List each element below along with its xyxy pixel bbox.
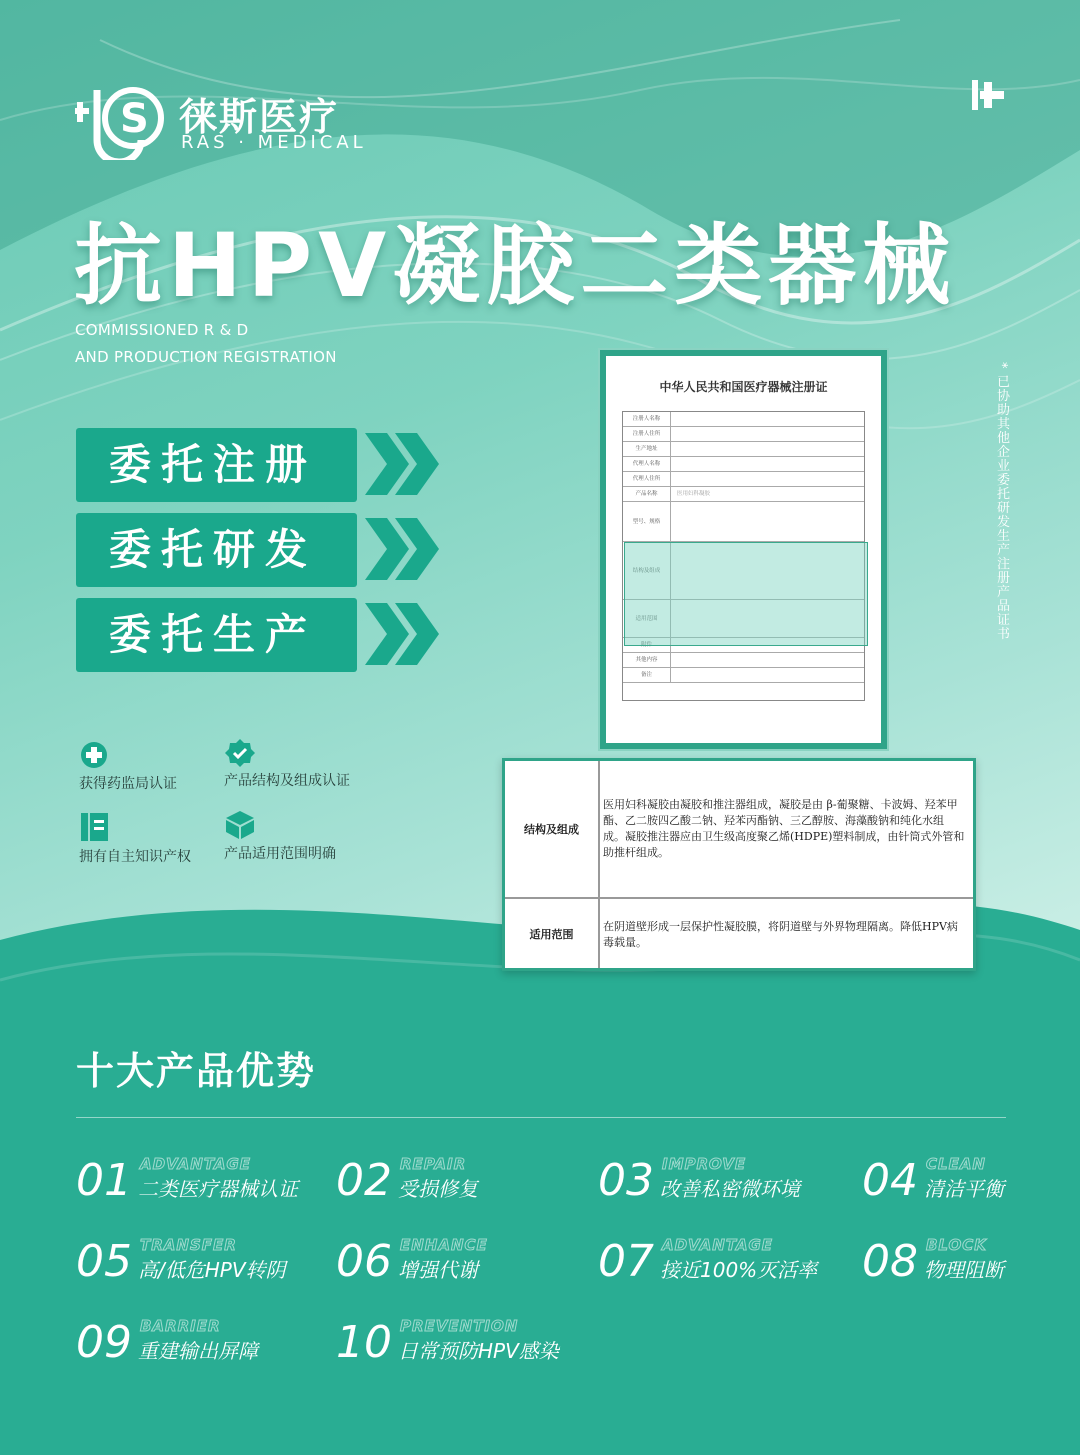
feature-label: 产品适用范围明确 <box>224 846 336 862</box>
certificate-row: 注册人名称 <box>623 412 864 427</box>
document-icon <box>78 812 110 842</box>
scope-row <box>505 899 973 968</box>
feature-label: 拥有自主知识产权 <box>79 849 191 865</box>
certificate-row: 型号、规格 <box>623 502 864 542</box>
svg-text:S: S <box>120 96 149 142</box>
ls-logo-icon <box>75 80 167 160</box>
advantage-item: 07 ADVANTAGE 接近100%灭活率 <box>598 1236 818 1287</box>
certificate-highlight <box>624 542 868 646</box>
certificate-zoom-panel <box>502 758 976 971</box>
chevron-right-icon <box>365 433 439 495</box>
brand-name-cn: 徕斯医疗 <box>179 95 340 139</box>
certificate-row: 代理人名称 <box>623 457 864 472</box>
plus-icon <box>968 78 1008 112</box>
certificate-row: 附件 <box>623 638 864 653</box>
structure-text: 医用妇科凝胶由凝胶和推注器组成，凝胶是由 β-葡聚糖、卡波姆、羟苯甲酯、乙二胺四乙酸二钠、羟苯丙酯钠、三乙醇胺、海藻酸钠和纯化水组成。凝胶推注器应由卫生级高度聚乙烯(HDPE)塑料制成，由针筒式外管和助推杆组成。 <box>603 798 965 859</box>
box-icon <box>224 810 256 840</box>
chevron-right-icon <box>365 603 439 665</box>
brand-logo <box>75 80 375 160</box>
registration-certificate <box>600 350 887 749</box>
certificate-row: 备注 <box>623 668 864 683</box>
feature-label: 获得药监局认证 <box>79 776 177 792</box>
plus-circle-icon <box>78 740 110 770</box>
structure-label: 结构及组成 <box>505 761 600 897</box>
certificate-row: 生产地址 <box>623 442 864 457</box>
advantage-item: 09 BARRIER 重建输出屏障 <box>76 1317 258 1368</box>
advantage-item: 02 REPAIR 受损修复 <box>336 1155 478 1206</box>
advantage-item: 04 CLEAN 清洁平衡 <box>862 1155 1004 1206</box>
subtitle-line1: COMMISSIONED R & D <box>75 321 249 339</box>
certificate-row: 其他内容 <box>623 653 864 668</box>
scope-text: 在阴道壁形成一层保护性凝胶膜，将阴道壁与外界物理隔离。降低HPV病毒载量。 <box>603 920 958 949</box>
certificate-row: 代理人住所 <box>623 472 864 487</box>
subtitle-line2: AND PRODUCTION REGISTRATION <box>75 348 337 366</box>
brand-name-en: RAS · MEDICAL <box>181 132 367 153</box>
service-rnd-button[interactable]: 委托研发 <box>76 513 357 587</box>
structure-row <box>505 761 973 899</box>
certificate-row: 适用范围 <box>623 600 864 638</box>
scope-label: 适用范围 <box>505 899 600 968</box>
service-registration-button[interactable]: 委托注册 <box>76 428 357 502</box>
certificate-row: 产品名称 医用妇科凝胶 <box>623 487 864 502</box>
advantage-item: 06 ENHANCE 增强代谢 <box>336 1236 488 1287</box>
advantages-title: 十大产品优势 <box>76 1049 317 1093</box>
advantage-item: 05 TRANSFER 高/低危HPV转阴 <box>76 1236 286 1287</box>
page-title: 抗HPV凝胶二类器械 <box>74 214 957 317</box>
certificate-title: 中华人民共和国医疗器械注册证 <box>659 380 828 394</box>
advantage-item: 08 BLOCK 物理阻断 <box>862 1236 1004 1287</box>
feature-label: 产品结构及组成认证 <box>224 773 350 789</box>
certificate-note: * 已协助其他企业委托研发生产注册产品证书 <box>994 362 1009 641</box>
certificate-row: 结构及组成 <box>623 542 864 600</box>
service-production-button[interactable]: 委托生产 <box>76 598 357 672</box>
advantage-item: 01 ADVANTAGE 二类医疗器械认证 <box>76 1155 298 1206</box>
chevron-right-icon <box>365 518 439 580</box>
certificate-row: 注册人住所 <box>623 427 864 442</box>
divider <box>76 1117 1006 1118</box>
badge-check-icon <box>224 738 256 768</box>
advantage-item: 03 IMPROVE 改善私密微环境 <box>598 1155 800 1206</box>
advantage-item: 10 PREVENTION 日常预防HPV感染 <box>336 1317 559 1368</box>
